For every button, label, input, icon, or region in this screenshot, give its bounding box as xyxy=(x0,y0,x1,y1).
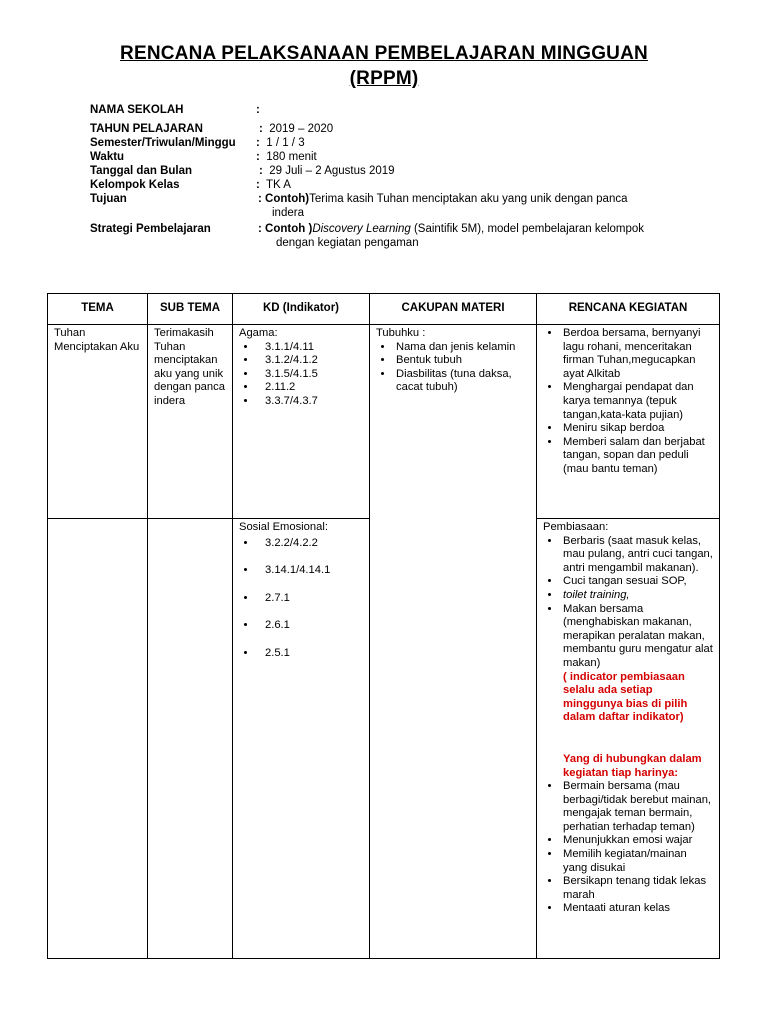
list-item: • Memilih kegiatan/mainan yang disukai xyxy=(561,848,713,875)
list-item: • Cuci tangan sesuai SOP, xyxy=(561,575,713,589)
kegiatan-list-1 xyxy=(543,327,713,477)
document-subtitle: (RPPM) xyxy=(349,68,419,89)
info-tujuan: Tujuan : Contoh)Terima kasih Tuhan menciptakan aku yang unik dengan panca indera xyxy=(90,193,628,219)
list-item: • Memberi salam dan berjabat tangan, sopan dan peduli (mau bantu teman) xyxy=(561,436,713,477)
kd-agama-list xyxy=(239,341,363,409)
list-item: • Mentaati aturan kelas xyxy=(561,902,713,916)
table-row xyxy=(48,325,720,519)
note-indicator: ( indicator pembiasaan selalu ada setiap minggunya bias di pilih dalam daftar indikator) xyxy=(563,670,688,724)
list-item: • Nama dan jenis kelamin xyxy=(394,341,530,355)
materi-list xyxy=(376,341,530,395)
info-nama-sekolah: NAMA SEKOLAH : xyxy=(90,104,260,116)
info-strategi: Strategi Pembelajaran : Contoh )Discovery Learning (Saintifik 5M), model pembelajaran kelompok dengan kegiatan pengaman xyxy=(90,223,645,249)
list-item: • Berdoa bersama, bernyanyi lagu rohani, menceritakan firman Tuhan,megucapkan ayat Alkitab xyxy=(561,327,713,381)
header-kd: KD (Indikator) xyxy=(233,294,370,325)
list-item: • 3.1.1/4.11 xyxy=(257,341,363,355)
list-item: • Meniru sikap berdoa xyxy=(561,422,713,436)
list-item: • 2.7.1 xyxy=(257,592,363,606)
cell-kegiatan-1 xyxy=(537,325,720,519)
list-item: • Menghargai pendapat dan karya temannya (tepuk tangan,kata-kata pujian) xyxy=(561,381,713,422)
header-rencana-kegiatan: RENCANA KEGIATAN xyxy=(537,294,720,325)
info-semester: Semester/Triwulan/Minggu : 1 / 1 / 3 xyxy=(90,137,305,149)
cell-kd-sosial: Sosial Emosional: • 3.2.2/4.2.2 • 3.14.1/4.14.1 • 2.7.1 • 2.6.1 • 2.5.1 xyxy=(233,519,370,959)
cell-tema: Tuhan Menciptakan Aku xyxy=(48,325,148,519)
list-item: • 3.14.1/4.14.1 xyxy=(257,564,363,578)
table-header-row xyxy=(48,294,720,325)
list-item: • Bentuk tubuh xyxy=(394,354,530,368)
header-sub-tema: SUB TEMA xyxy=(148,294,233,325)
list-item: • 2.5.1 xyxy=(257,647,363,661)
list-item: • toilet training, xyxy=(561,589,713,603)
info-kelompok: Kelompok Kelas : TK A xyxy=(90,179,291,191)
list-item: • Bermain bersama (mau berbagi/tidak berebut mainan, mengajak teman bermain, perhatian terhadap teman) xyxy=(561,780,713,834)
list-item: • 2.6.1 xyxy=(257,619,363,633)
info-tahun-pelajaran: TAHUN PELAJARAN : 2019 – 2020 xyxy=(90,123,334,135)
list-item: • Bersikapn tenang tidak lekas marah xyxy=(561,875,713,902)
cell-cakupan-materi: Tubuhku : • Nama dan jenis kelamin • Bentuk tubuh • Diasbilitas (tuna daksa, cacat tubuh) xyxy=(370,325,537,959)
kegiatan-list-2 xyxy=(543,780,713,916)
cell-sub-tema-empty xyxy=(148,519,233,959)
list-item: • 3.1.5/4.1.5 xyxy=(257,368,363,382)
header-cakupan-materi: CAKUPAN MATERI xyxy=(370,294,537,325)
header-tema: TEMA xyxy=(48,294,148,325)
info-tanggal: Tanggal dan Bulan : 29 Juli – 2 Agustus 2019 xyxy=(90,165,395,177)
list-item: • Menunjukkan emosi wajar xyxy=(561,834,713,848)
list-item: • Makan bersama (menghabiskan makanan, merapikan peralatan makan, membantu guru mengatur alat makan) xyxy=(561,603,713,671)
info-waktu: Waktu : 180 menit xyxy=(90,151,317,163)
cell-kd-agama: Agama: • 3.1.1/4.11 • 3.1.2/4.1.2 • 3.1.5/4.1.5 • 2.11.2 • 3.3.7/4.3.7 xyxy=(233,325,370,519)
rppm-table xyxy=(47,293,720,959)
list-item: • 3.3.7/4.3.7 xyxy=(257,395,363,409)
list-item: • 2.11.2 xyxy=(257,381,363,395)
pembiasaan-list xyxy=(543,535,713,671)
kd-sosial-list xyxy=(239,537,363,661)
list-item: • 3.2.2/4.2.2 xyxy=(257,537,363,551)
note-connected: Yang di hubungkan dalam kegiatan tiap harinya: xyxy=(563,752,702,779)
cell-sub-tema: Terimakasih Tuhan menciptakan aku yang unik dengan panca indera xyxy=(148,325,233,519)
list-item: • Diasbilitas (tuna daksa, cacat tubuh) xyxy=(394,368,530,395)
list-item: • 3.1.2/4.1.2 xyxy=(257,354,363,368)
cell-kegiatan-2: Pembiasaan: • Berbaris (saat masuk kelas, mau pulang, antri cuci tangan, antri mengambil makanan). • Cuci tangan sesuai SOP, • toilet training, • Makan bersama (menghabiskan makanan, merapikan peralatan makan, membantu guru mengatur alat makan) ( indicator pembiasaan selalu ada setiap minggunya bias di pilih dalam daftar indikator) Yang di hubungkan dalam kegiatan tiap harinya: • Bermain bersama (mau berbagi/tidak berebut mainan, mengajak teman bermain, perhatian terhadap teman) • Menunjukkan emosi wajar • Memilih kegiatan/mainan yang disukai • Bersikapn tenang tidak lekas marah • Mentaati aturan kelas xyxy=(537,519,720,959)
info-section xyxy=(90,103,730,250)
list-item: • Berbaris (saat masuk kelas, mau pulang, antri cuci tangan, antri mengambil makanan). xyxy=(561,535,713,576)
document-title: RENCANA PELAKSANAAN PEMBELAJARAN MINGGUAN xyxy=(120,43,648,64)
cell-tema-empty xyxy=(48,519,148,959)
